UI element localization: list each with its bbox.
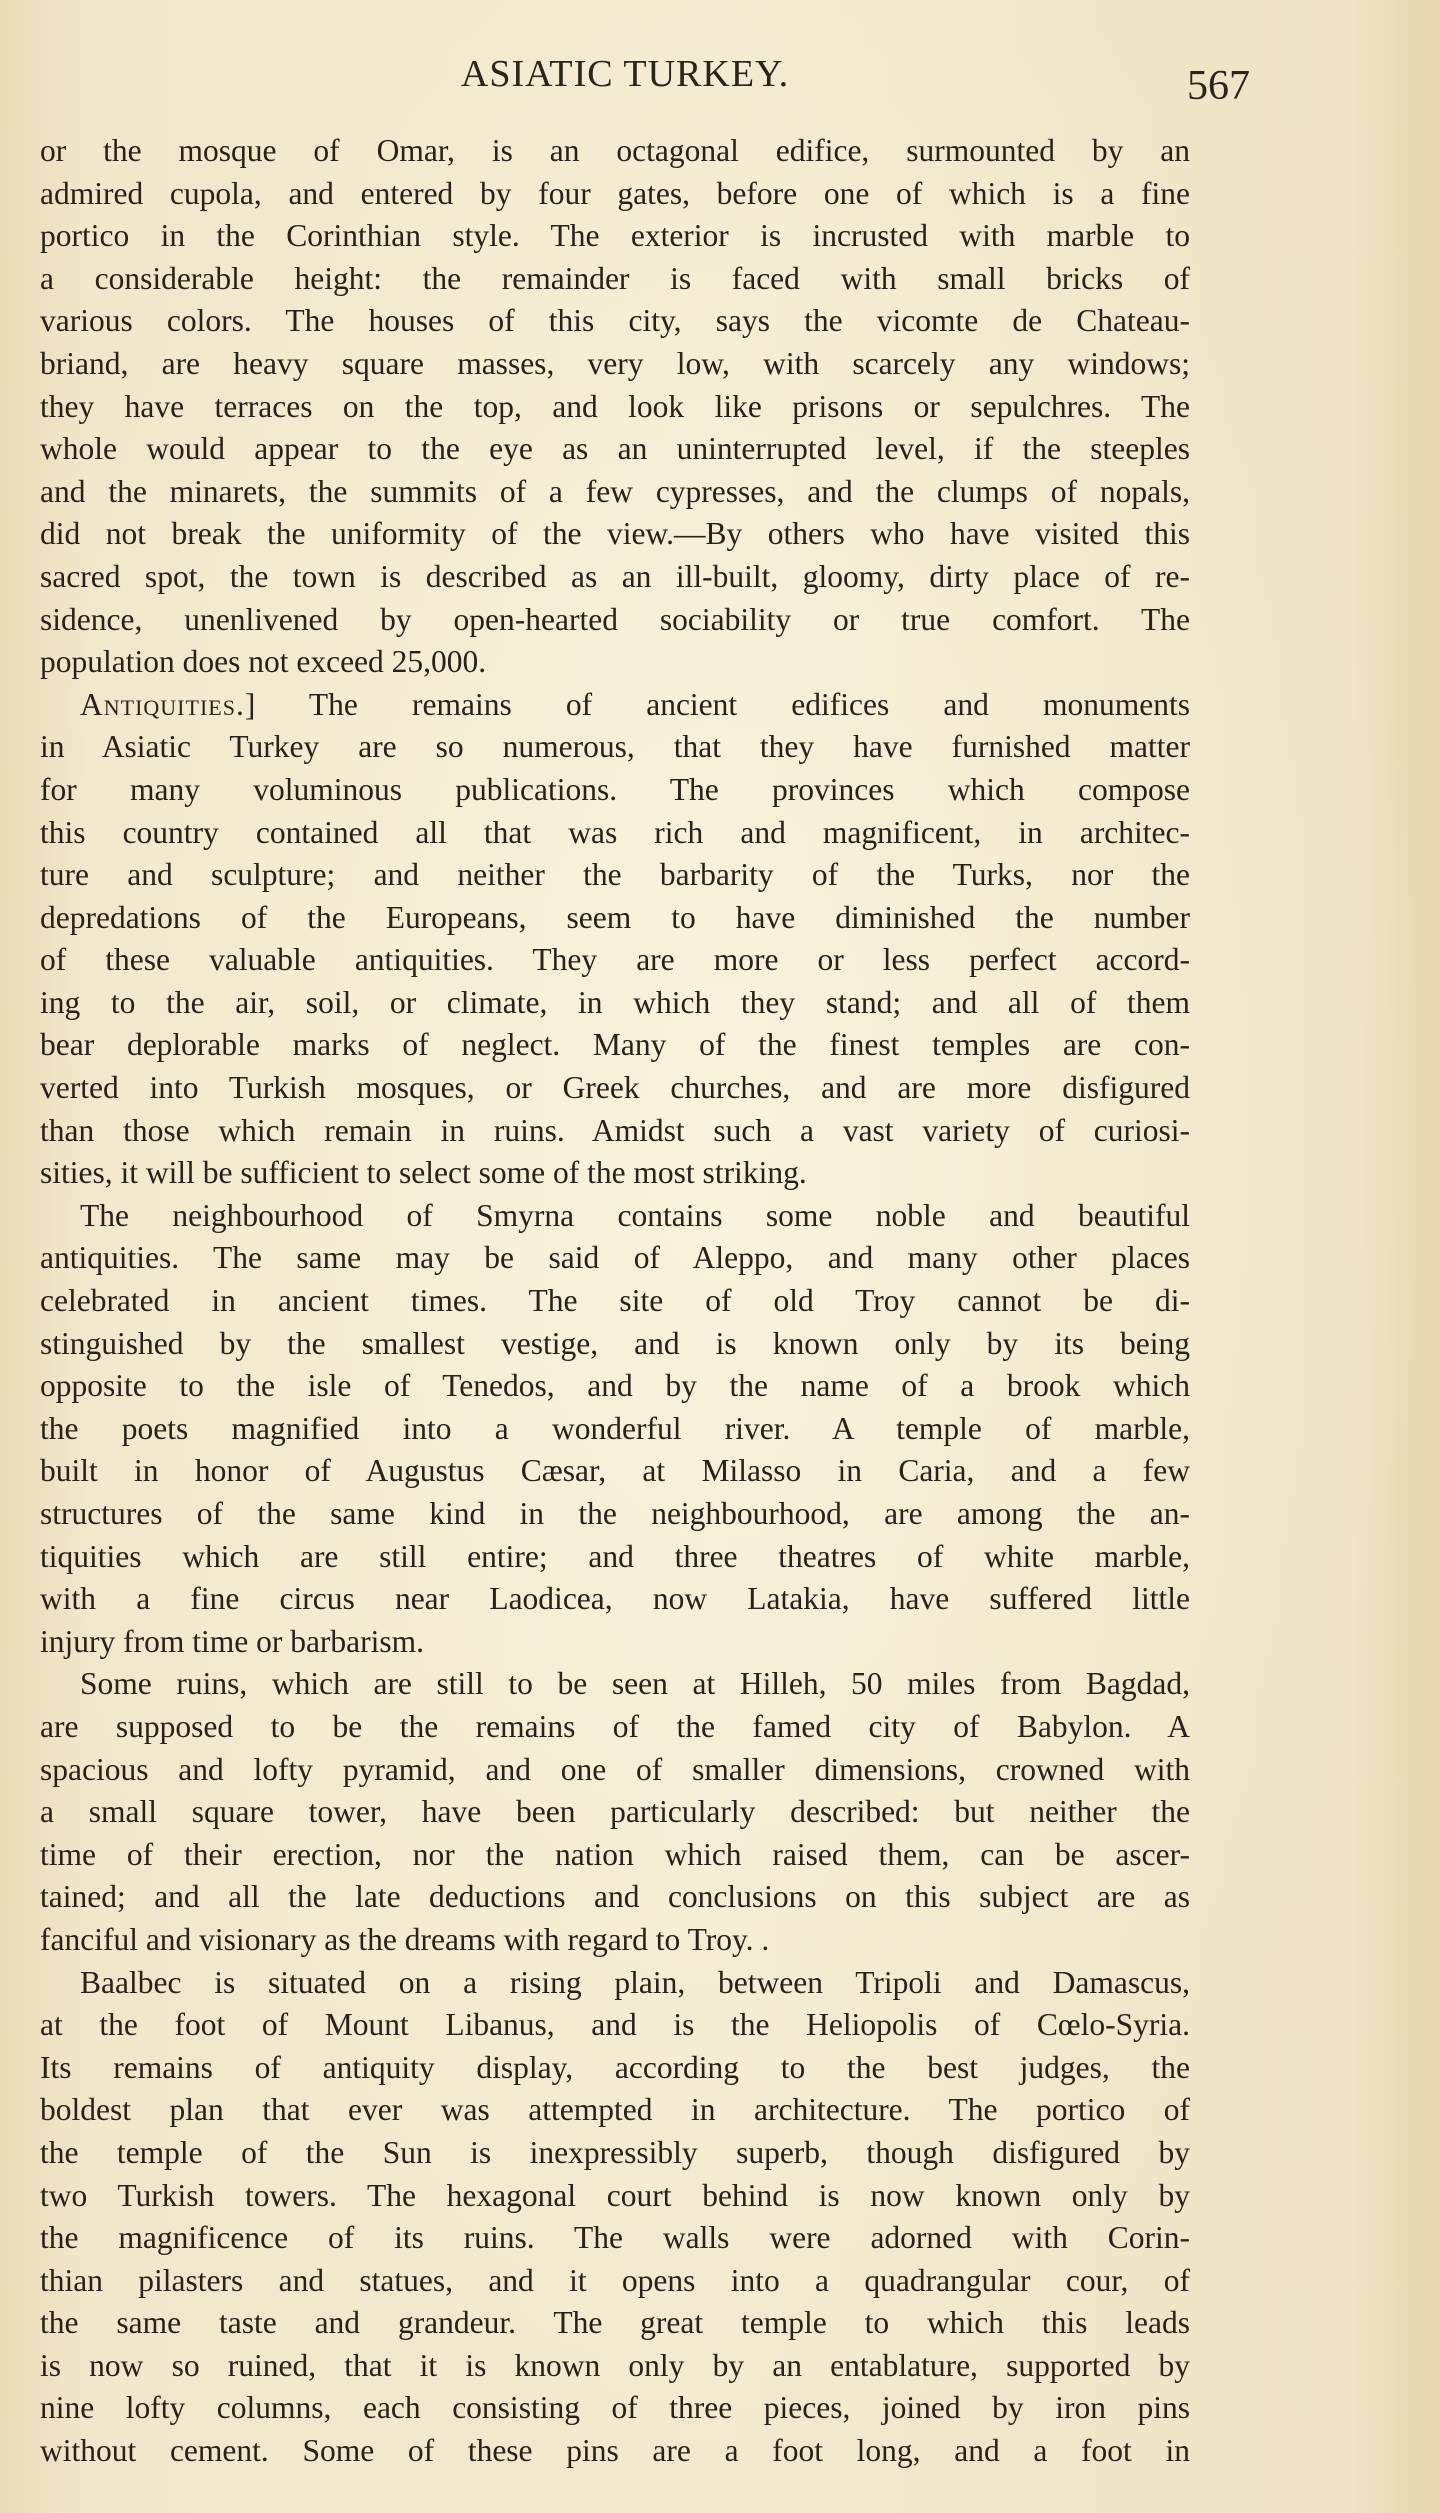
text-line: depredations of the Europeans, seem to have diminished the number	[40, 899, 1190, 935]
text-line: a small square tower, have been particularly described: but neither the	[40, 1794, 1190, 1830]
text-line: ture and sculpture; and neither the barbarity of the Turks, nor the	[40, 857, 1190, 893]
text-line: in Asiatic Turkey are so numerous, that they have furnished matter	[40, 729, 1190, 765]
text-line: opposite to the isle of Tenedos, and by the name of a brook which	[40, 1368, 1190, 1404]
text-line: various colors. The houses of this city, says the vicomte de Chateau-	[40, 303, 1190, 339]
text-line: ing to the air, soil, or climate, in which they stand; and all of them	[40, 984, 1190, 1020]
text-line: Some ruins, which are still to be seen at Hilleh, 50 miles from Bagdad,	[80, 1666, 1190, 1702]
text-line: of these valuable antiquities. They are more or less perfect accord-	[40, 942, 1190, 978]
text-line: built in honor of Augustus Cæsar, at Milasso in Caria, and a few	[40, 1453, 1190, 1489]
text-line: structures of the same kind in the neighbourhood, are among the an-	[40, 1496, 1190, 1531]
text-line: Its remains of antiquity display, according to the best judges, the	[40, 2049, 1190, 2085]
body-text	[40, 130, 1190, 2473]
section-heading: Antiquities.	[80, 686, 245, 722]
text-line: celebrated in ancient times. The site of old Troy cannot be di-	[40, 1283, 1190, 1319]
text-line: admired cupola, and entered by four gates, before one of which is a fine	[40, 175, 1190, 211]
text-line: for many voluminous publications. The provinces which compose	[40, 771, 1190, 807]
text-line: the same taste and grandeur. The great temple to which this leads	[40, 2305, 1190, 2341]
text-line: thian pilasters and statues, and it opens into a quadrangular cour, of	[40, 2262, 1190, 2298]
text-line: antiquities. The same may be said of Aleppo, and many other places	[40, 1240, 1190, 1276]
page-number: 567	[1187, 63, 1250, 109]
text-line: and the minarets, the summits of a few cypresses, and the clumps of nopals,	[40, 473, 1190, 509]
text-line: bear deplorable marks of neglect. Many of the finest temples are con-	[40, 1027, 1190, 1063]
text-line: tained; and all the late deductions and conclusions on this subject are as	[40, 1879, 1190, 1915]
text-line: spacious and lofty pyramid, and one of smaller dimensions, crowned with	[40, 1751, 1190, 1787]
text-line: boldest plan that ever was attempted in architecture. The portico of	[40, 2092, 1190, 2128]
text-line: the magnificence of its ruins. The walls were adorned with Corin-	[40, 2220, 1190, 2256]
text-line: or the mosque of Omar, is an octagonal edifice, surmounted by an	[40, 133, 1190, 168]
text-line: whole would appear to the eye as an uninterrupted level, if the steeples	[40, 431, 1190, 467]
text-line: at the foot of Mount Libanus, and is the Heliopolis of Cœlo-Syria.	[40, 2007, 1190, 2043]
page-header	[40, 52, 1250, 112]
text-line: population does not exceed 25,000.	[40, 644, 487, 680]
text-line: time of their erection, nor the nation which raised them, can be ascer-	[40, 1836, 1190, 1872]
text-line: briand, are heavy square masses, very low, with scarcely any windows;	[40, 345, 1190, 381]
text-line: the temple of the Sun is inexpressibly superb, though disfigured by	[40, 2134, 1190, 2170]
text-line: the poets magnified into a wonderful river. A temple of marble,	[40, 1410, 1190, 1446]
text-line: tiquities which are still entire; and three theatres of white marble,	[40, 1538, 1190, 1574]
text-line: this country contained all that was rich and magnificent, in architec-	[40, 814, 1190, 850]
text-line: The neighbourhood of Smyrna contains some noble and beautiful	[80, 1197, 1190, 1233]
text-line: verted into Turkish mosques, or Greek churches, and are more disfigured	[40, 1070, 1190, 1106]
text-line: portico in the Corinthian style. The exterior is incrusted with marble to	[40, 218, 1190, 254]
text-line: is now so ruined, that it is known only by an entablature, supported by	[40, 2347, 1190, 2383]
text-line: are supposed to be the remains of the famed city of Babylon. A	[40, 1708, 1190, 1744]
text-line: injury from time or barbarism.	[40, 1623, 425, 1659]
text-line: with a fine circus near Laodicea, now Latakia, have suffered little	[40, 1581, 1190, 1617]
text-line: sities, it will be sufficient to select some of the most striking.	[40, 1155, 807, 1191]
text-line: stinguished by the smallest vestige, and is known only by its being	[40, 1325, 1190, 1361]
section-heading-line: Antiquities.] The remains of ancient edifices and monuments	[80, 686, 1190, 722]
text-line: fanciful and visionary as the dreams with regard to Troy. .	[40, 1921, 770, 1957]
text-line: sacred spot, the town is described as an ill-built, gloomy, dirty place of re-	[40, 558, 1190, 594]
text-line: without cement. Some of these pins are a foot long, and a foot in	[40, 2433, 1190, 2469]
text-line: than those which remain in ruins. Amidst such a vast variety of curiosi-	[40, 1112, 1190, 1148]
text-line: two Turkish towers. The hexagonal court behind is now known only by	[40, 2177, 1190, 2213]
text-line: they have terraces on the top, and look like prisons or sepulchres. The	[40, 388, 1190, 424]
running-head: ASIATIC TURKEY.	[460, 53, 790, 95]
text-line: nine lofty columns, each consisting of three pieces, joined by iron pins	[40, 2390, 1190, 2426]
text-line: Baalbec is situated on a rising plain, between Tripoli and Damascus,	[80, 1964, 1190, 2000]
text-line: did not break the uniformity of the view.—By others who have visited this	[40, 516, 1190, 552]
text-line: sidence, unenlivened by open-hearted sociability or true comfort. The	[40, 601, 1190, 637]
text-line: a considerable height: the remainder is faced with small bricks of	[40, 260, 1190, 296]
